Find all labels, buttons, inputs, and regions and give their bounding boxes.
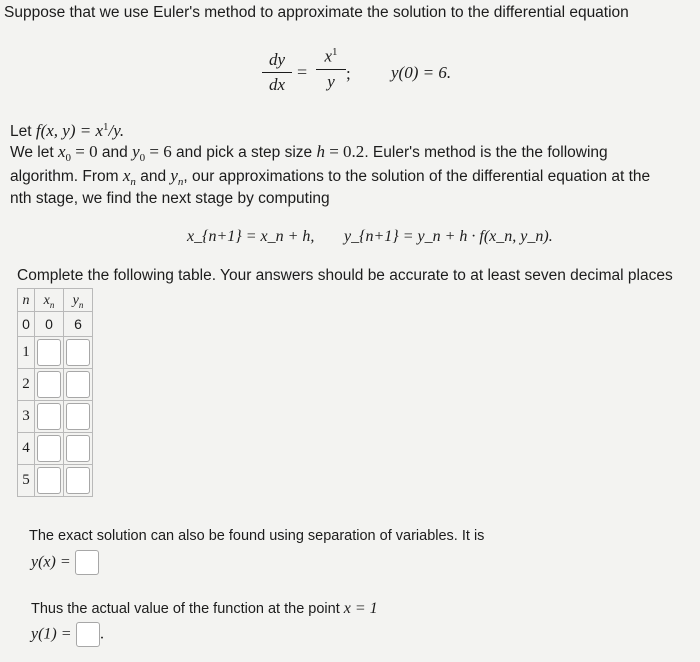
exact-solution-input[interactable] <box>75 550 99 575</box>
row0-y: 6 <box>64 312 93 337</box>
row0-x: 0 <box>35 312 64 337</box>
row1-y-input[interactable] <box>66 339 90 366</box>
row3-n: 3 <box>18 401 35 433</box>
actual-point: x = 1 <box>343 600 378 617</box>
row5-n: 5 <box>18 465 35 497</box>
line2-a: We let <box>10 144 58 161</box>
dy-numerator: dy <box>268 50 286 69</box>
dx-denominator: dx <box>268 75 286 94</box>
xn-symbol: x <box>122 166 131 185</box>
f-tail: /y. <box>108 121 125 141</box>
row4-y-input[interactable] <box>66 435 90 462</box>
header-n-label: n <box>22 293 30 308</box>
row4-x-cell <box>35 433 64 465</box>
table-row <box>18 433 93 465</box>
actual-prefix: Thus the actual value of the function at the point <box>31 601 344 617</box>
line2-b: and <box>97 144 133 161</box>
row2-x-input[interactable] <box>37 371 61 398</box>
initial-condition: y(0) = 6. <box>391 63 452 82</box>
header-y-sub: n <box>78 299 84 310</box>
row3-x-cell <box>35 401 64 433</box>
rhs-fraction <box>316 46 346 92</box>
row0-n: 0 <box>18 312 35 337</box>
row2-y-input[interactable] <box>66 371 90 398</box>
x-recurrence: x_{n+1} = x_n + h, <box>187 228 315 245</box>
x0-sub: 0 <box>65 152 71 165</box>
row5-x-cell <box>35 465 64 497</box>
exact-solution-text: The exact solution can also be found using separation of variables. It is <box>29 528 485 544</box>
actual-answer-row <box>31 622 104 647</box>
header-x-label: x <box>43 292 50 308</box>
line2-d: . Euler's method is the the following <box>364 144 608 161</box>
table-header-row <box>18 289 93 312</box>
let-line <box>10 121 124 141</box>
row3-y-cell <box>64 401 93 433</box>
row5-y-input[interactable] <box>66 467 90 494</box>
header-xn <box>35 289 64 312</box>
header-x-sub: n <box>49 299 55 310</box>
line2-c: and pick a step size <box>171 144 317 161</box>
paragraph-line-3 <box>10 166 650 188</box>
rhs-denominator: y <box>327 71 335 91</box>
row3-x-input[interactable] <box>37 403 61 430</box>
actual-value-text <box>31 600 378 618</box>
row2-n: 2 <box>18 369 35 401</box>
header-yn <box>64 289 93 312</box>
row5-x-input[interactable] <box>37 467 61 494</box>
table-row <box>18 337 93 369</box>
ode-equals: = <box>297 62 308 82</box>
header-y-label: y <box>72 292 79 308</box>
yn-symbol: y <box>170 166 178 185</box>
x0-symbol: x <box>57 142 66 161</box>
row5-y-cell <box>64 465 93 497</box>
y0-symbol: y <box>132 142 140 161</box>
exact-answer-row <box>31 550 99 575</box>
row4-y-cell <box>64 433 93 465</box>
h-symbol: h <box>316 142 325 161</box>
table-row <box>18 465 93 497</box>
row2-y-cell <box>64 369 93 401</box>
xn-sub: n <box>130 176 136 189</box>
y0-value: = 6 <box>145 142 172 161</box>
paragraph-line-2 <box>10 142 608 164</box>
h-value: = 0.2 <box>324 142 365 161</box>
rhs-exponent: 1 <box>332 46 338 58</box>
row2-x-cell <box>35 369 64 401</box>
rhs-numerator: x <box>324 46 333 66</box>
table-row <box>18 369 93 401</box>
f-definition: f(x, y) = x <box>35 121 104 141</box>
dy-dx-fraction <box>262 50 292 95</box>
row4-x-input[interactable] <box>37 435 61 462</box>
y0-sub: 0 <box>139 152 146 165</box>
x0-value: = 0 <box>71 142 98 161</box>
row4-n: 4 <box>18 433 35 465</box>
let-prefix: Let <box>10 123 36 141</box>
table-row <box>18 312 93 337</box>
line3-b: and <box>135 168 171 185</box>
table-row <box>18 401 93 433</box>
ode-separator: ; <box>346 64 351 83</box>
f-exponent: 1 <box>103 121 109 133</box>
paragraph-line-4: nth stage, we find the next stage by computing <box>10 190 330 207</box>
actual-trailing: . <box>100 625 105 643</box>
row1-n: 1 <box>18 337 35 369</box>
yn-sub: n <box>177 176 184 189</box>
row1-x-cell <box>35 337 64 369</box>
y-recurrence: y_{n+1} = y_n + h · f(x_n, y_n). <box>344 228 553 245</box>
actual-value-input[interactable] <box>76 622 100 647</box>
row1-y-cell <box>64 337 93 369</box>
intro-text: Suppose that we use Euler's method to approximate the solution to the differential equation <box>4 4 629 21</box>
row3-y-input[interactable] <box>66 403 90 430</box>
actual-label: y(1) = <box>31 625 72 643</box>
line3-c: , our approximations to the solution of the differential equation at the <box>183 168 651 185</box>
table-instruction: Complete the following table. Your answers should be accurate to at least seven decimal places <box>17 267 673 284</box>
row1-x-input[interactable] <box>37 339 61 366</box>
euler-table <box>17 288 93 497</box>
exact-label: y(x) = <box>31 553 71 571</box>
header-n <box>18 289 35 312</box>
line3-a: algorithm. From <box>10 168 123 185</box>
